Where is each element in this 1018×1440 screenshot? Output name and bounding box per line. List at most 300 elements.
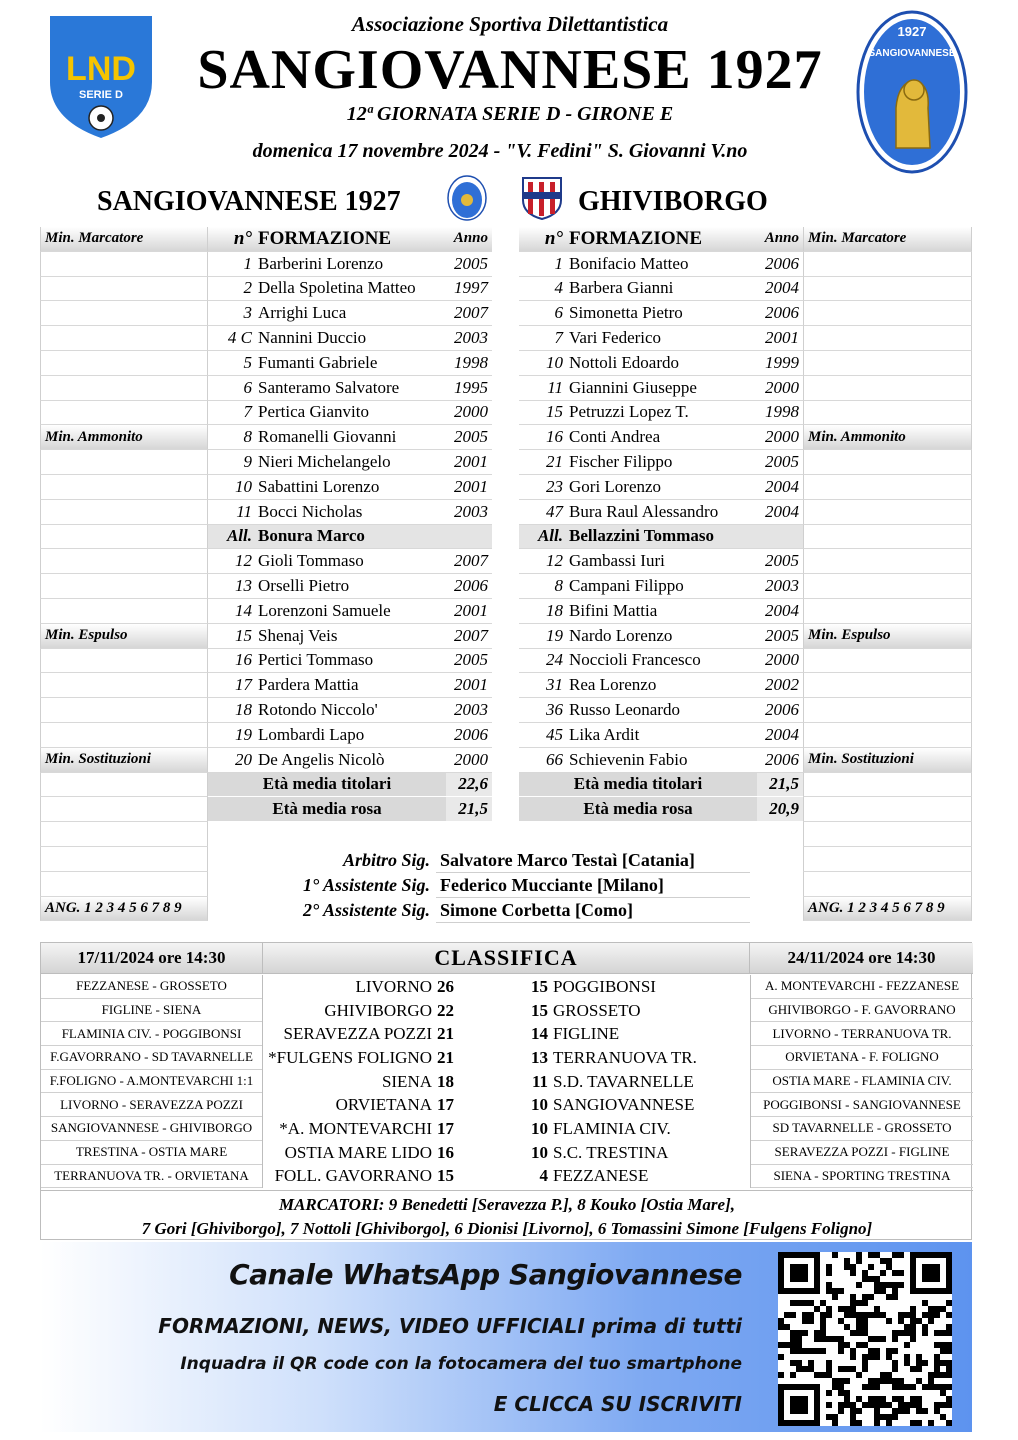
- average-age-squad: [519, 797, 803, 822]
- team-right: S.D. TAVARNELLE: [553, 1071, 694, 1091]
- standings-row: [263, 1022, 750, 1046]
- player-number: 4 C: [227, 328, 252, 348]
- points-left: 15: [437, 1166, 454, 1186]
- points-right: 15: [531, 1000, 548, 1020]
- player-row: [208, 698, 492, 723]
- player-name: Gioli Tommaso: [258, 551, 364, 571]
- next-fixture: POGGIBONSI - SANGIOVANNESE: [751, 1093, 973, 1117]
- average-age-starters-value: 21,5: [757, 773, 803, 797]
- points-right: 13: [531, 1047, 548, 1067]
- formation-header: n° FORMAZIONE Anno: [519, 227, 803, 252]
- today-fixture: FLAMINIA CIV. - POGGIBONSI: [41, 1022, 262, 1046]
- average-age-squad-value: 20,9: [757, 797, 803, 821]
- average-age-starters-label: Età media titolari: [573, 774, 703, 794]
- player-name: Lombardi Lapo: [258, 724, 365, 744]
- player-name: Barbera Gianni: [569, 278, 674, 298]
- points-left: 21: [437, 1024, 454, 1044]
- next-fixture: SERAVEZZA POZZI - FIGLINE: [751, 1141, 973, 1165]
- player-number: 47: [546, 501, 563, 521]
- player-birth-year: 2001: [454, 675, 488, 695]
- player-row: [208, 351, 492, 376]
- player-name: Pardera Mattia: [258, 675, 359, 695]
- player-number: 6: [554, 303, 563, 323]
- home-subs-header: Min. Sostituzioni: [40, 748, 208, 773]
- player-row: [208, 425, 492, 450]
- points-left: 21: [437, 1047, 454, 1067]
- home-formation-table: [208, 227, 492, 822]
- away-event-row: [803, 475, 972, 500]
- player-birth-year: 2001: [454, 452, 488, 472]
- next-fixture: GHIVIBORGO - F. GAVORRANO: [751, 999, 973, 1023]
- player-name: Orselli Pietro: [258, 576, 350, 596]
- player-number: 9: [243, 452, 252, 472]
- player-number: 12: [235, 551, 252, 571]
- player-row: [519, 376, 803, 401]
- average-age-squad-label: Età media rosa: [583, 799, 693, 819]
- player-birth-year: 2005: [765, 625, 799, 645]
- away-event-row: [803, 525, 972, 550]
- player-birth-year: 2006: [765, 253, 799, 273]
- player-name: Fischer Filippo: [569, 452, 673, 472]
- player-birth-year: 2005: [765, 452, 799, 472]
- team-right: FEZZANESE: [553, 1166, 649, 1186]
- player-row: [519, 549, 803, 574]
- away-event-row: [803, 549, 972, 574]
- home-team-name: SANGIOVANNESE 1927: [97, 186, 401, 217]
- team-right: POGGIBONSI: [553, 976, 656, 996]
- away-formation-table: [519, 227, 803, 822]
- standings-row: [263, 975, 750, 999]
- points-right: 15: [531, 976, 548, 996]
- player-name: De Angelis Nicolò: [258, 749, 385, 769]
- team-right: FLAMINIA CIV.: [553, 1118, 671, 1138]
- lnd-serie-d-logo: [46, 12, 156, 140]
- home-event-row: [40, 525, 208, 550]
- player-birth-year: 2003: [765, 576, 799, 596]
- player-birth-year: 2006: [454, 724, 488, 744]
- player-name: Lika Ardit: [569, 724, 640, 744]
- player-birth-year: 2006: [765, 700, 799, 720]
- team-right: S.C. TRESTINA: [553, 1142, 669, 1162]
- away-event-row: [803, 698, 972, 723]
- player-number: 8: [243, 427, 252, 447]
- top-scorers-line-2: 7 Gori [Ghiviborgo], 7 Nottoli [Ghiviborgo], 6 Dionisi [Livorno], 6 Tomassini Simone [Fulgens Foligno]: [141, 1219, 873, 1238]
- away-event-row: [803, 599, 972, 624]
- player-birth-year: 2006: [454, 576, 488, 596]
- player-birth-year: 1995: [454, 377, 488, 397]
- coach-label: All.: [226, 526, 252, 546]
- player-birth-year: 2003: [454, 501, 488, 521]
- player-birth-year: 1999: [765, 352, 799, 372]
- away-event-row: [803, 301, 972, 326]
- average-age-starters: [208, 773, 492, 798]
- player-birth-year: 2005: [454, 427, 488, 447]
- svg-text:SERIE D: SERIE D: [78, 89, 124, 101]
- player-row: [208, 599, 492, 624]
- away-event-row: [803, 673, 972, 698]
- standings-row: [263, 1141, 750, 1165]
- away-event-row: [803, 500, 972, 525]
- player-row: [208, 624, 492, 649]
- player-name: Vari Federico: [569, 328, 662, 348]
- today-fixture: FEZZANESE - GROSSETO: [41, 975, 262, 999]
- home-event-row: [40, 847, 208, 872]
- player-birth-year: 2006: [765, 303, 799, 323]
- standings-row: [263, 1117, 750, 1141]
- player-birth-year: 2000: [454, 749, 488, 769]
- player-row: [519, 401, 803, 426]
- player-name: Campani Filippo: [569, 576, 684, 596]
- player-row: [519, 698, 803, 723]
- standings-row: [263, 999, 750, 1023]
- player-row: [208, 376, 492, 401]
- player-birth-year: 2005: [454, 650, 488, 670]
- player-name: Schievenin Fabio: [569, 749, 688, 769]
- player-row: [208, 649, 492, 674]
- points-left: 18: [437, 1071, 454, 1091]
- player-name: Rea Lorenzo: [569, 675, 657, 695]
- player-birth-year: 2007: [454, 625, 488, 645]
- points-right: 11: [531, 1071, 548, 1091]
- player-number: 15: [546, 402, 563, 422]
- away-event-row: [803, 723, 972, 748]
- team-left: *FULGENS FOLIGNO: [268, 1047, 432, 1067]
- standings-row: [263, 1165, 750, 1189]
- team-left: OSTIA MARE LIDO: [284, 1142, 432, 1162]
- player-birth-year: 2004: [765, 600, 799, 620]
- player-row: [208, 450, 492, 475]
- player-birth-year: 2005: [765, 551, 799, 571]
- player-number: 1: [554, 253, 563, 273]
- player-number: 31: [546, 675, 563, 695]
- home-event-row: [40, 277, 208, 302]
- coach-row: [519, 525, 803, 550]
- player-birth-year: 2007: [454, 551, 488, 571]
- player-number: 23: [546, 476, 563, 496]
- home-event-row: [40, 673, 208, 698]
- player-name: Barberini Lorenzo: [258, 253, 384, 273]
- home-event-row: [40, 649, 208, 674]
- next-fixture: OSTIA MARE - FLAMINIA CIV.: [751, 1070, 973, 1094]
- average-age-squad-value: 21,5: [446, 797, 492, 821]
- promo-line-3: Inquadra il QR code con la fotocamera del tuo smartphone: [180, 1354, 742, 1374]
- qr-code-icon[interactable]: [778, 1252, 952, 1426]
- player-number: 15: [235, 625, 252, 645]
- player-number: 3: [243, 303, 252, 323]
- home-event-row: [40, 822, 208, 847]
- player-number: 7: [243, 402, 252, 422]
- home-booked-header: Min. Ammonito: [40, 425, 208, 450]
- top-scorers-line-1: MARCATORI: 9 Benedetti [Seravezza P.], 8 Kouko [Ostia Mare],: [278, 1195, 736, 1214]
- player-birth-year: 2004: [765, 278, 799, 298]
- player-birth-year: 2000: [765, 427, 799, 447]
- player-name: Giannini Giuseppe: [569, 377, 697, 397]
- player-number: 21: [546, 452, 563, 472]
- today-fixture: SANGIOVANNESE - GHIVIBORGO: [41, 1117, 262, 1141]
- team-left: SIENA: [381, 1071, 432, 1091]
- coach-label: All.: [537, 526, 563, 546]
- player-row: [208, 673, 492, 698]
- away-sent-off-header: Min. Espulso: [803, 624, 972, 649]
- away-subs-header: Min. Sostituzioni: [803, 748, 972, 773]
- player-name: Nieri Michelangelo: [258, 452, 391, 472]
- away-event-row: [803, 574, 972, 599]
- player-birth-year: 2000: [765, 650, 799, 670]
- team-left: SERAVEZZA POZZI: [283, 1024, 432, 1044]
- player-row: [519, 450, 803, 475]
- away-event-row: [803, 351, 972, 376]
- average-age-starters-label: Età media titolari: [262, 774, 392, 794]
- away-event-row: [803, 847, 972, 872]
- average-age-squad: [208, 797, 492, 822]
- player-name: Conti Andrea: [569, 427, 661, 447]
- player-number: 5: [243, 352, 252, 372]
- player-row: [208, 301, 492, 326]
- away-events-column: [803, 227, 972, 921]
- player-birth-year: 2005: [454, 253, 488, 273]
- top-scorers: [41, 1190, 973, 1241]
- away-event-row: [803, 773, 972, 798]
- player-number: 13: [235, 576, 252, 596]
- player-birth-year: 2001: [454, 600, 488, 620]
- player-birth-year: 2004: [765, 501, 799, 521]
- next-fixtures-list: [750, 975, 973, 1188]
- player-row: [208, 401, 492, 426]
- points-right: 10: [531, 1118, 548, 1138]
- player-number: 19: [235, 724, 252, 744]
- home-event-row: [40, 574, 208, 599]
- player-name: Rotondo Niccolo': [258, 700, 378, 720]
- home-event-row: [40, 326, 208, 351]
- home-event-row: [40, 549, 208, 574]
- player-row: [519, 326, 803, 351]
- standings-row: [263, 1070, 750, 1094]
- average-age-squad-label: Età media rosa: [272, 799, 382, 819]
- player-name: Simonetta Pietro: [569, 303, 683, 323]
- player-row: [519, 425, 803, 450]
- team-left: *A. MONTEVARCHI: [279, 1118, 432, 1138]
- match-officials: [210, 848, 750, 923]
- standings-row: [263, 1093, 750, 1117]
- player-row: [208, 277, 492, 302]
- player-name: Noccioli Francesco: [569, 650, 701, 670]
- home-event-row: [40, 723, 208, 748]
- home-event-row: [40, 797, 208, 822]
- player-birth-year: 2000: [765, 377, 799, 397]
- points-left: 22: [437, 1000, 454, 1020]
- player-row: [519, 500, 803, 525]
- player-name: Romanelli Giovanni: [258, 427, 397, 447]
- next-fixture: SIENA - SPORTING TRESTINA: [751, 1165, 973, 1189]
- points-left: 16: [437, 1142, 454, 1162]
- today-fixture: F.GAVORRANO - SD TAVARNELLE: [41, 1046, 262, 1070]
- player-birth-year: 2000: [454, 402, 488, 422]
- player-row: [519, 574, 803, 599]
- away-event-row: [803, 326, 972, 351]
- player-number: 8: [554, 576, 563, 596]
- away-team-badge-icon: [519, 174, 565, 220]
- home-sent-off-header: Min. Espulso: [40, 624, 208, 649]
- player-row: [208, 252, 492, 277]
- standings-table: [263, 975, 750, 1188]
- association-name: Associazione Sportiva Dilettantistica: [351, 12, 669, 36]
- home-event-row: [40, 698, 208, 723]
- points-right: 14: [531, 1024, 548, 1044]
- coach-name: Bonura Marco: [258, 526, 365, 546]
- player-number: 10: [546, 352, 563, 372]
- team-left: ORVIETANA: [335, 1095, 432, 1115]
- player-row: [519, 624, 803, 649]
- first-assistant-row: 1° Assistente Sig. Federico Mucciante [Milano]: [210, 873, 750, 898]
- home-team-badge-icon: [446, 175, 488, 221]
- points-left: 26: [437, 976, 454, 996]
- player-birth-year: 1998: [454, 352, 488, 372]
- home-event-row: [40, 301, 208, 326]
- player-number: 14: [235, 600, 252, 620]
- home-event-row: [40, 599, 208, 624]
- promo-title: Canale WhatsApp Sangiovannese: [229, 1258, 742, 1291]
- team-left: FOLL. GAVORRANO: [274, 1166, 432, 1186]
- home-event-row: [40, 351, 208, 376]
- player-number: 16: [235, 650, 252, 670]
- today-fixture: TERRANUOVA TR. - ORVIETANA: [41, 1165, 262, 1189]
- team-right: FIGLINE: [553, 1024, 620, 1044]
- player-number: 6: [243, 377, 252, 397]
- second-assistant-row: 2° Assistente Sig. Simone Corbetta [Como]: [210, 898, 750, 923]
- player-row: [208, 723, 492, 748]
- home-events-column: [40, 227, 208, 921]
- away-event-row: [803, 872, 972, 897]
- team-right: GROSSETO: [553, 1000, 641, 1020]
- player-name: Nardo Lorenzo: [569, 625, 673, 645]
- home-event-row: [40, 252, 208, 277]
- today-fixture: LIVORNO - SERAVEZZA POZZI: [41, 1093, 262, 1117]
- player-number: 2: [243, 278, 252, 298]
- match-date-venue: domenica 17 novembre 2024 - "V. Fedini" S. Giovanni V.no: [252, 140, 748, 162]
- player-birth-year: 1997: [454, 278, 488, 298]
- player-row: [519, 723, 803, 748]
- standings-title: CLASSIFICA: [263, 943, 750, 974]
- next-fixtures-header: 24/11/2024 ore 14:30: [750, 943, 973, 974]
- player-row: [519, 748, 803, 773]
- player-number: 36: [546, 700, 563, 720]
- team-left: LIVORNO: [355, 976, 432, 996]
- team-right: TERRANUOVA TR.: [553, 1047, 697, 1067]
- home-event-row: [40, 376, 208, 401]
- player-row: [519, 475, 803, 500]
- player-row: [208, 574, 492, 599]
- sangiovannese-logo: [856, 8, 968, 176]
- page-title: SANGIOVANNESE 1927: [197, 39, 823, 101]
- player-number: 1: [243, 253, 252, 273]
- home-event-row: [40, 773, 208, 798]
- away-event-row: [803, 450, 972, 475]
- player-row: [208, 500, 492, 525]
- player-name: Petruzzi Lopez T.: [569, 402, 689, 422]
- player-row: [208, 748, 492, 773]
- average-age-starters-value: 22,6: [446, 773, 492, 797]
- player-row: [519, 301, 803, 326]
- promo-line-4: E CLICCA SU ISCRIVITI: [493, 1392, 742, 1416]
- promo-line-2: FORMAZIONI, NEWS, VIDEO UFFICIALI prima di tutti: [158, 1314, 742, 1338]
- points-left: 17: [437, 1118, 454, 1138]
- player-number: 45: [546, 724, 563, 744]
- standings-row: [263, 1046, 750, 1070]
- points-right: 4: [539, 1166, 548, 1186]
- svg-text:SANGIOVANNESE: SANGIOVANNESE: [868, 48, 956, 59]
- home-event-row: [40, 500, 208, 525]
- coach-row: [208, 525, 492, 550]
- player-row: [208, 549, 492, 574]
- home-event-row: [40, 401, 208, 426]
- player-name: Arrighi Luca: [258, 303, 347, 323]
- player-name: Della Spoletina Matteo: [258, 278, 416, 298]
- next-fixture: LIVORNO - TERRANUOVA TR.: [751, 1022, 973, 1046]
- player-number: 20: [235, 749, 252, 769]
- player-birth-year: 2004: [765, 476, 799, 496]
- formation-header: n° FORMAZIONE Anno: [208, 227, 492, 252]
- player-name: Nannini Duccio: [258, 328, 367, 348]
- away-event-row: [803, 822, 972, 847]
- home-event-row: [40, 872, 208, 897]
- points-left: 17: [437, 1095, 454, 1115]
- svg-text:1927: 1927: [897, 24, 927, 39]
- player-number: 11: [547, 377, 563, 397]
- player-row: [519, 649, 803, 674]
- player-name: Bura Raul Alessandro: [569, 501, 719, 521]
- player-row: [519, 599, 803, 624]
- away-event-row: [803, 277, 972, 302]
- player-name: Santeramo Salvatore: [258, 377, 400, 397]
- away-event-row: [803, 649, 972, 674]
- player-number: 66: [546, 749, 563, 769]
- player-row: [519, 673, 803, 698]
- player-number: 17: [235, 675, 252, 695]
- player-number: 7: [554, 328, 563, 348]
- player-number: 16: [546, 427, 563, 447]
- next-fixture: SD TAVARNELLE - GROSSETO: [751, 1117, 973, 1141]
- matchday-subtitle: 12ª GIORNATA SERIE D - GIRONE E: [346, 103, 674, 125]
- player-number: 18: [546, 600, 563, 620]
- home-scorer-header: Min. Marcatore: [40, 227, 208, 252]
- away-booked-header: Min. Ammonito: [803, 425, 972, 450]
- today-fixture: TRESTINA - OSTIA MARE: [41, 1141, 262, 1165]
- player-number: 10: [235, 476, 252, 496]
- player-number: 19: [546, 625, 563, 645]
- player-birth-year: 2006: [765, 749, 799, 769]
- today-fixture: FIGLINE - SIENA: [41, 999, 262, 1023]
- player-name: Pertica Gianvito: [258, 402, 369, 422]
- player-name: Sabattini Lorenzo: [258, 476, 380, 496]
- away-event-row: [803, 401, 972, 426]
- player-birth-year: 2001: [765, 328, 799, 348]
- away-event-row: [803, 252, 972, 277]
- player-birth-year: 2003: [454, 328, 488, 348]
- player-row: [208, 326, 492, 351]
- home-event-row: [40, 475, 208, 500]
- player-number: 12: [546, 551, 563, 571]
- points-right: 10: [531, 1142, 548, 1162]
- points-right: 10: [531, 1095, 548, 1115]
- player-name: Gori Lorenzo: [569, 476, 662, 496]
- player-name: Shenaj Veis: [258, 625, 338, 645]
- player-name: Russo Leonardo: [569, 700, 680, 720]
- away-event-row: [803, 797, 972, 822]
- player-name: Pertici Tommaso: [258, 650, 374, 670]
- team-right: SANGIOVANNESE: [553, 1095, 695, 1115]
- home-corners-row: ANG. 1 2 3 4 5 6 7 8 9: [40, 897, 208, 922]
- today-fixtures-header: 17/11/2024 ore 14:30: [41, 943, 263, 974]
